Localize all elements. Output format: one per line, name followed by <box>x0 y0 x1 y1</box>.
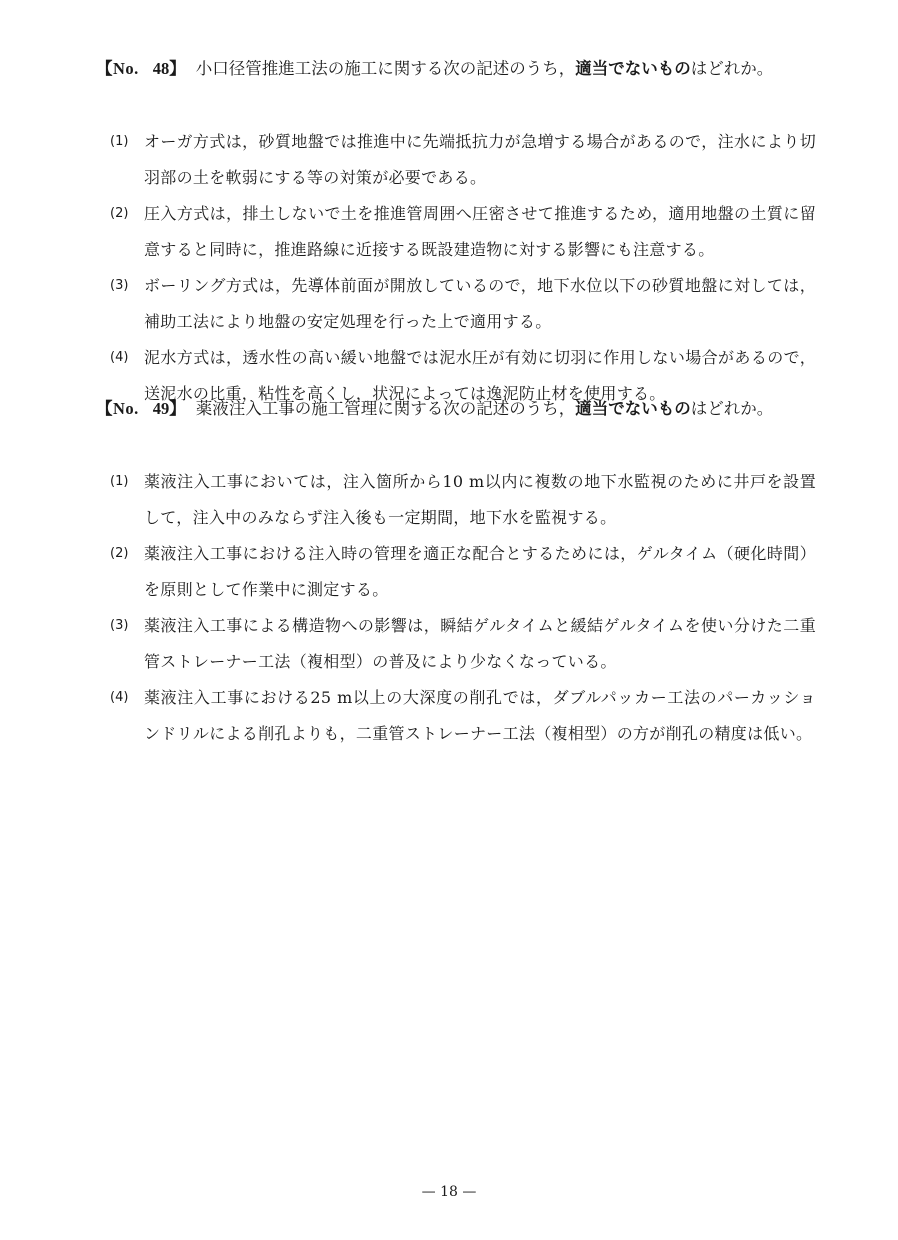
option-text: 薬液注入工事における25 m以上の大深度の削孔では，ダブルパッカー工法のパーカッションドリルによる削孔よりも，二重管ストレーナー工法（複相型）の方が削孔の精度は低い。 <box>144 688 816 743</box>
question-number: 49 <box>152 399 170 418</box>
answer-option-3 <box>96 608 816 680</box>
option-number: (4) <box>110 690 129 705</box>
question-stem-tail: はどれか。 <box>690 399 774 418</box>
question-stem: 小口径管推進工法の施工に関する次の記述のうち， <box>195 59 576 78</box>
answer-option-2 <box>96 196 816 268</box>
answer-option-1 <box>96 464 816 536</box>
option-number: (4) <box>110 350 129 365</box>
question-stem-emphasis: 適当でないもの <box>575 399 691 418</box>
question-stem-tail: はどれか。 <box>690 59 774 78</box>
question-49 <box>96 398 816 752</box>
option-number: (3) <box>110 618 129 633</box>
question-48 <box>96 58 816 412</box>
option-number: (2) <box>110 546 129 561</box>
option-text: オーガ方式は，砂質地盤では推進中に先端抵抗力が急増する場合があるので，注水により切羽部の土を軟弱にする等の対策が必要である。 <box>144 132 816 187</box>
option-text: ボーリング方式は，先導体前面が開放しているので，地下水位以下の砂質地盤に対しては，補助工法により地盤の安定処理を行った上で適用する。 <box>144 276 816 331</box>
option-text: 泥水方式は，透水性の高い緩い地盤では泥水圧が有効に切羽に作用しない場合があるので，送泥水の比重，粘性を高くし，状況によっては逸泥防止材を使用する。 <box>144 348 816 403</box>
answer-option-4 <box>96 680 816 752</box>
option-text: 薬液注入工事においては，注入箇所から10 m以内に複数の地下水監視のために井戸を設置して，注入中のみならず注入後も一定期間，地下水を監視する。 <box>144 472 816 527</box>
option-text: 薬液注入工事における注入時の管理を適正な配合とするためには，ゲルタイム（硬化時間）を原則として作業中に測定する。 <box>144 544 816 599</box>
answer-options <box>96 464 816 752</box>
page-number: — 18 — <box>421 1184 477 1200</box>
question-bracket: 】 <box>169 59 186 78</box>
answer-option-1 <box>96 124 816 196</box>
question-stem-emphasis: 適当でないもの <box>575 59 691 78</box>
answer-option-3 <box>96 268 816 340</box>
answer-option-2 <box>96 536 816 608</box>
question-no-label: 【No. <box>96 399 139 418</box>
option-text: 薬液注入工事による構造物への影響は，瞬結ゲルタイムと緩結ゲルタイムを使い分けた二重管ストレーナー工法（複相型）の普及により少なくなっている。 <box>144 616 816 671</box>
answer-options <box>96 124 816 412</box>
question-no-label: 【No. <box>96 59 139 78</box>
question-header <box>96 58 816 80</box>
option-text: 圧入方式は，排土しないで土を推進管周囲へ圧密させて推進するため，適用地盤の土質に留意すると同時に，推進路線に近接する既設建造物に対する影響にも注意する。 <box>144 204 816 259</box>
option-number: (1) <box>110 134 129 149</box>
option-number: (1) <box>110 474 129 489</box>
question-stem: 薬液注入工事の施工管理に関する次の記述のうち， <box>195 399 576 418</box>
option-number: (3) <box>110 278 129 293</box>
question-bracket: 】 <box>169 399 186 418</box>
question-header <box>96 398 816 420</box>
question-number: 48 <box>152 59 170 78</box>
option-number: (2) <box>110 206 129 221</box>
